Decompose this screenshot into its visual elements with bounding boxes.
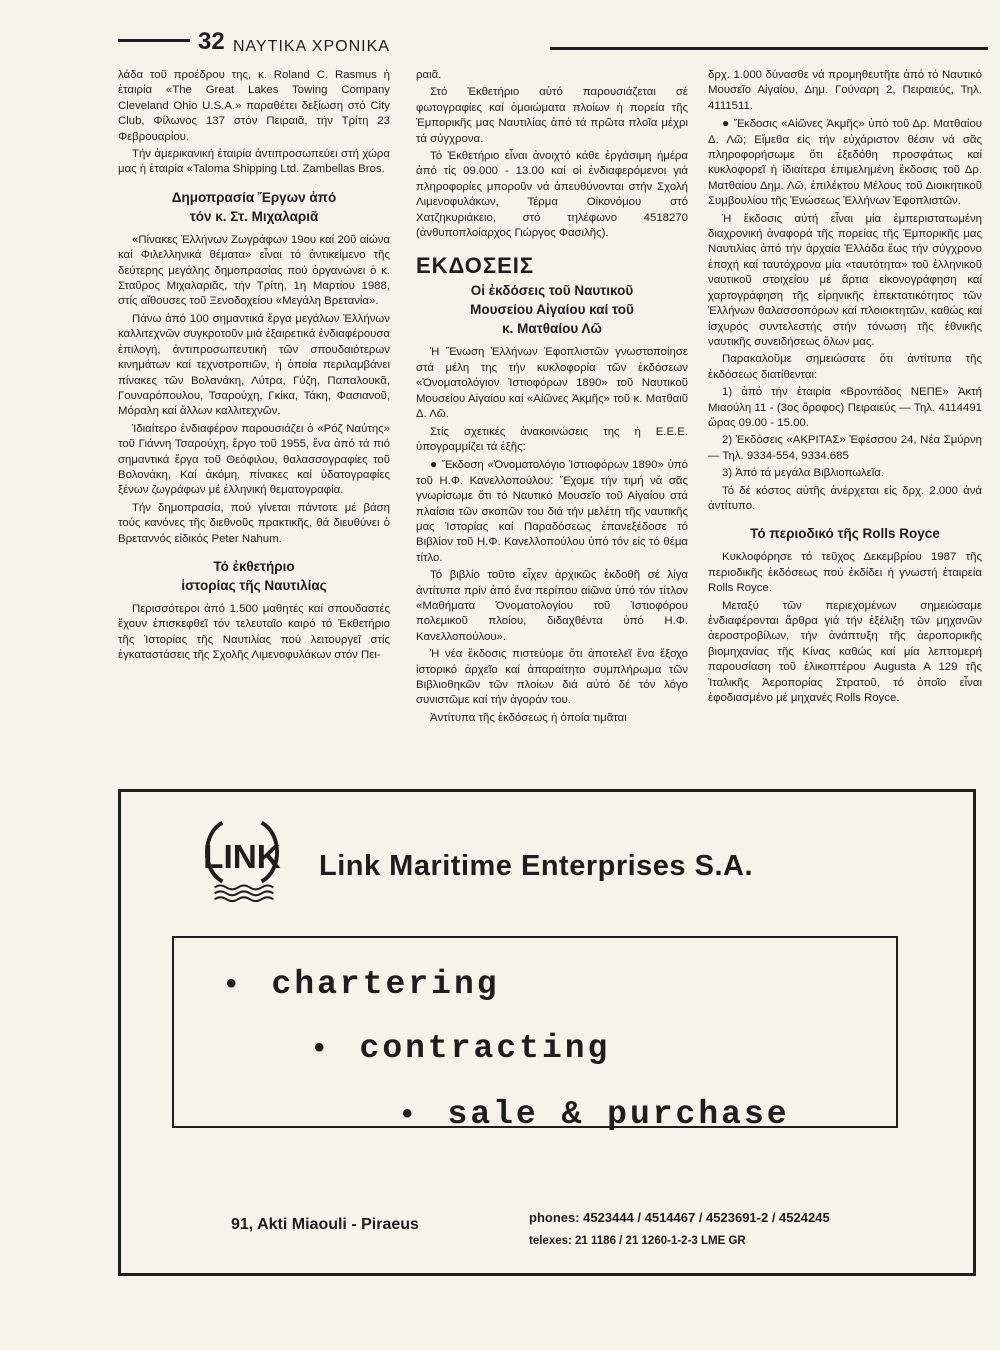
paragraph: Κυκλοφόρησε τό τεῦχος Δεκεμβρίου 1987 τῆς περιοδικῆς ἐκδόσεως πού ἐκδίδει ἡ γνωστή ἑταιρεία Rolls Royce. [708,551,982,595]
advertisement [118,789,976,1276]
service-item [226,966,500,1003]
bullet: ● [430,457,438,472]
link-logo-icon [193,812,291,904]
bullet: • [226,967,240,1000]
company-phones: phones: 4523444 / 4514467 / 4523691-2 / 4524245 [529,1210,830,1225]
heading-line: Δημοπρασία Ἔργων ἀπό [171,189,337,205]
heading-line: τόν κ. Στ. Μιχαλαριᾶ [189,208,319,224]
logo-text: LINK [203,838,281,876]
paragraph: ραιᾶ. [416,69,442,81]
paragraph: Ἀντίτυπα τῆς ἐκδόσεως ἡ ὁποία τιμᾶται [430,711,627,724]
paragraph: 1) ἀπό τήν ἑταιρία «Βροντάδος ΝΕΠΕ» Ἀκτή Μιαούλη 11 - (3ος ὄροφος) Πειραιεύς — Τηλ. 4114491 ὥρας 09.00 - 15.00. [708,386,982,429]
paragraph-text: Ἔκδοσις «Αἰῶνες Ἀκμῆς» ὑπό τοῦ Δρ. Ματθαίου Δ. Λῶ; Εἴμεθα εἰς τήν εὐχάριστον θέσιν νά σᾶς πληροφορήσωμε ὅτι ἐξεδόθη προσφάτως καί κυκλοφορεῖ ἡ ἰδιαίτερα ἐπιμελημένη ἔκδοσις τοῦ Δρ. Ματθαίου Δημ. Λῶ, ἐπιλέκτου Μέλους τοῦ Διοικητικοῦ Συμβουλίου τῆς Ἑνώσεως Ἑλλήνων Ἐφοπλιστῶν. [708,118,983,208]
paragraph: Στίς σχετικές ἀνακοινώσεις της ἡ Ε.Ε.Ε. ὑπογραμμίζει τά ἑξῆς: [416,425,688,453]
page-number: 32 [198,28,225,55]
bullet: • [402,1097,416,1130]
company-address: 91, Akti Miaouli - Piraeus [231,1216,419,1233]
paragraph [416,457,688,566]
paragraph: 2) Ἐκδόσεις «ΑΚΡΙΤΑΣ» Ἐφέσσου 24, Νέα Σμύρνη — Τηλ. 9334-554, 9334.685 [708,434,982,462]
paragraph: Ἡ Ἕνωση Ἑλλήνων Ἐφοπλιστῶν γνωστοποίησε στά μέλη της τήν κυκλοφορία τῶν ἐκδόσεων «Ὀνοματολόγιον Ἱστιοφόρων 1890» τοῦ Ναυτικοῦ Μουσείου Αἰγαίου καί «Αἰῶνες Ἀκμῆς» τοῦ κ. Ματθαιῦ Δ. Λῶ. [416,346,688,421]
company-name: Link Maritime Enterprises S.A. [319,850,754,882]
heading-line: κ. Ματθαίου Λῶ [502,321,602,337]
paragraph: Περισσότεροι ἀπό 1.500 μαθητές καί σπουδαστές ἔχουν ἐπισκεφθεῖ τόν τελευταῖο καιρό τό Ἐκθετήριο τῆς Ἱστορίας τῆς Ναυτιλίας πού λειτουργεῖ στίς ἐγκαταστάσεις τῆς Σχολῆς Λιμενοφυλάκων στόν Πει- [118,602,390,662]
paragraph: Στό Ἐκθετήριο αὐτό παρουσιάζεται σέ φωτογραφίες καί ὁμοιώματα πλοίων ἡ πορεία τῆς Ἐμπορικῆς μας Ναυτιλίας ἀπό τά πρῶτα πλοῖα μέχρι τά σύγχρονα. [416,86,688,145]
paragraph: Ἰδιαίτερο ἐνδιαφέρον παρουσιάζει ὁ «Ρόζ Ναύτης» τοῦ Γιάννη Τσαρούχη, ἔργο τοῦ 1955, ἕνα ἀπό τά πιό σημαντικά ἔργα τοῦ Θεόφιλου, θαλασσογραφίες τοῦ Βολονάκη, Καί ἀκόμη, πίνακες καί ὑδατογραφίες ξένων ζωγράφων μέ ἑλληνική θεματογραφία. [118,422,390,497]
column-3 [708,68,982,708]
heading-line: ἱστορίας τῆς Ναυτιλίας [181,577,327,593]
services-box [172,936,898,1133]
service-label: contracting [359,1030,611,1067]
publication-title: ΝΑΥΤΙΚΑ ΧΡΟΝΙΚΑ [233,38,390,55]
bullet: • [314,1031,328,1064]
paragraph: Μεταξύ τῶν περιεχομένων σημειώσαμε ἐνδιαφέρονται ἄρθρα γιά τήν ἐξέλιξη τῶν μηχανῶν ἀεροστροβίλων, τήν ἀνάπτυξη τῆς ἀεροπορικῆς βιομηχανίας τῆς Κίνας καθώς καί μία λεπτομερή παρουσίαση τοῦ ἑλικοπτέρου Augusta A 129 τῆς Ἰταλικῆς Ἀεροπορίας Στρατοῦ, τό ὁποῖο εἶναι ἐφοδιασμένο μέ μηχανές Rolls Royce. [708,599,982,705]
paragraph: Ἡ ἔκδοσις αὐτή εἶναι μία ἐμπεριστατωμένη διαχρονική ἀναφορά τῆς πορείας τῆς Ἐμπορικῆς μας Ναυτιλίας ἀπό τήν ἀρχαία Ἑλλάδα ἕως τήν σύγχρονο ἐποχή καί ταυτόχρονα μία «ταυτότητα» τοῦ ἑλληνικοῦ ναυτικοῦ στοιχείου μέ ἄρτια εἰκονογράφηση καί χαρτογράφηση τῆς εἰρηνικῆς ἐπεκτατικότητος τῶν Ἑλλήνων θαλασσοπόρων καί πλοιοκτητῶν, καθώς καί ἰσχυρός συντελεστής στήν τόνωση τῆς ἐθνικῆς ναυτικῆς συνειδήσεως ὅλων μας. [708,212,982,348]
article-heading-rolls-royce: Τό περιοδικό τῆς Rolls Royce [750,526,940,542]
service-item [402,1096,790,1133]
column-1 [118,68,390,666]
company-telexes: telexes: 21 1186 / 21 1260-1-2-3 LME GR [529,1235,746,1247]
header-rule-left [118,39,190,42]
paragraph: Τήν δημοπρασία, πού γίνεται πάντοτε μέ βάση τούς κανόνες τῆς διεθνοῦς πρακτικῆς, θά διευθύνει ὁ Βρεταννός εἰδικός Peter Nahum. [118,501,390,545]
heading-line: Οἱ ἐκδόσεις τοῦ Ναυτικοῦ [470,283,634,299]
paragraph: «Πίνακες Ἑλλήνων Ζωγράφων 19ου καί 20ῦ αἰώνα καί Φιλελληνικά θέματα» εἶναι τό ἀντικείμενο τῆς δεύτερης μεγάλης δημοπρασίας πού ὀργανώνει ὁ κ. Σταῦρος Μιχαλαριᾶς, τήν Τρίτη, 1η Μαρτίου 1988, στίς αἴθουσες τοῦ Ξενοδοχείου «Μεγάλη Βρετανία». [118,233,390,308]
paragraph: Ἡ νέα ἔκδοσις πιστεύομε ὅτι ἀποτελεῖ ἔνα ἔξοχο ἱστορικό ἀρχεῖο καί ἀπαραίτητο συμπλήρωμα τῶν Βιβλιοθηκῶν τῶν πλοίων διά αὐτό δέ τόν λόγο συνιστῶμε καί τήν ἀγοράν του. [416,648,688,707]
paragraph: Τήν ἀμερικανική ἑταιρία ἀντιπροσωπεύει στή χώρα μας ἡ ἑταιρία «Taloma Shipping Ltd. Zambellas Bros. [118,148,390,176]
article-heading-auction [118,188,390,226]
paragraph: Πάνω ἀπό 100 σημαντικά ἔργα μεγάλων Ἑλλήνων καλλιτεχνῶν συγκροτοῦν μιά ἐξαιρετικά ἐνδιαφέρουσα ἐπιλογή, ἀντιπροσωπευτική τῶν σπουδαιότερων κινημάτων καί τεχνοτροπιῶν, ἡ ὁποία περιλαμβάνει πίνακες τῶν Βολανάκη, Λύτρα, Γύζη, Παπαλουκᾶ, Γουναρόπουλου, Τσαρούχη, Γκίκα, Τάκη, Φασιανοῦ, Μόραλη καί ἄλλων καλλιτεχνῶν. [118,312,390,418]
article-heading-publications [416,281,688,338]
service-label: chartering [271,966,500,1003]
heading-line: Μουσείου Αἰγαίου καί τοῦ [470,302,634,318]
paragraph: Τό Ἐκθετήριο εἶναι ἀνοιχτό κάθε ἐργάσιμη ἡμέρα ἀπό τίς 09.000 - 13.00 καί οἱ ἐνδιαφερόμενοι γιά πληροφορίες μποροῦν νά ἀπευθύνονται στήν Σχολή Λιμενοφυλάκων, Τέρμα Οἰκονόμου στό Χατζηκυριάκειο, στό τηλέφωνο 4518270 (ἀνθυποπλοίαρχος Γιώργος Φασιλῆς). [416,150,688,240]
paragraph-text: Ἔκδοση «Ὀνοματολόγιο Ἱστιοφόρων 1890» ὑπό τοῦ Η.Φ. Κανελλοπούλου: Ἔχομε τήν τιμή νά σᾶς γνωρίσωμε ὅτι τό Ναυτικό Μουσεῖο τοῦ Αἰγαίου στά πλαίσια τῶν σκοπῶν του διά τήν μελέτη τῆς ναυτικῆς μας Ἱστορίας καί Παραδόσεως ἐπανεξέδοσε τό Βιβλίον τοῦ Η.Φ. Κανελλοπούλου ὑπό τόν εἰς τό θέμα τίτλο. [416,459,689,564]
service-label: sale & purchase [447,1096,790,1133]
paragraph [708,116,982,209]
paragraph: Τό δέ κόστος αὐτῆς ἀνέρχεται εἰς δρχ. 2.000 ἀνά ἀντίτυπο. [708,484,982,512]
running-header [118,28,988,60]
paragraph: δρχ. 1.000 δύνασθε νά προμηθευτῆτε ἀπό τό Ναυτικό Μουσεῖο Αἰγαίου, Δημ. Γούναρη 2, Πειραιεύς, Τηλ. 4111511. [708,69,982,112]
service-item [314,1030,610,1067]
column-2 [416,68,688,728]
paragraph: λάδα τοῦ προέδρου της, κ. Roland C. Rasmus ἡ ἑταιρία «The Great Lakes Towing Company Cleveland Ohio U.S.A.» παραθέτει δεξίωση στό City Club, Φίλωνος 137 στόν Πειραιᾶ, τήν Τρίτη 23 Φεβρουαρίου. [118,69,390,143]
article-heading-exhibition [118,557,390,595]
paragraph: Παρακαλοῦμε σημειώσατε ὅτι ἀντίτυπα τῆς ἐκδόσεως διατίθενται: [708,353,982,381]
header-rule-right [550,47,988,50]
bullet: ● [722,116,730,131]
paragraph: Τό βιβλίο τοῦτο εἶχεν ἀρχικῶς ἐκδοθῆ σέ λίγα ἀντίτυπα πρίν ἀπό ἕνα περίπου αἰῶνα ὑπό τόν τίτλον «Μαθήματα Ὀνοματολογίου τοῦ Ἱστιοφόρου πολεμικοῦ πλοίου, διδαχθέντα ὑπό Η.Φ. Κανελλοπούλου». [416,569,688,643]
paragraph: 3) Ἀπό τά μεγάλα Βιβλιοπωλεῖα. [722,467,885,480]
heading-line: Τό ἐκθετήριο [213,558,295,574]
section-title-publications: ΕΚΔΟΣΕΙΣ [416,253,535,279]
